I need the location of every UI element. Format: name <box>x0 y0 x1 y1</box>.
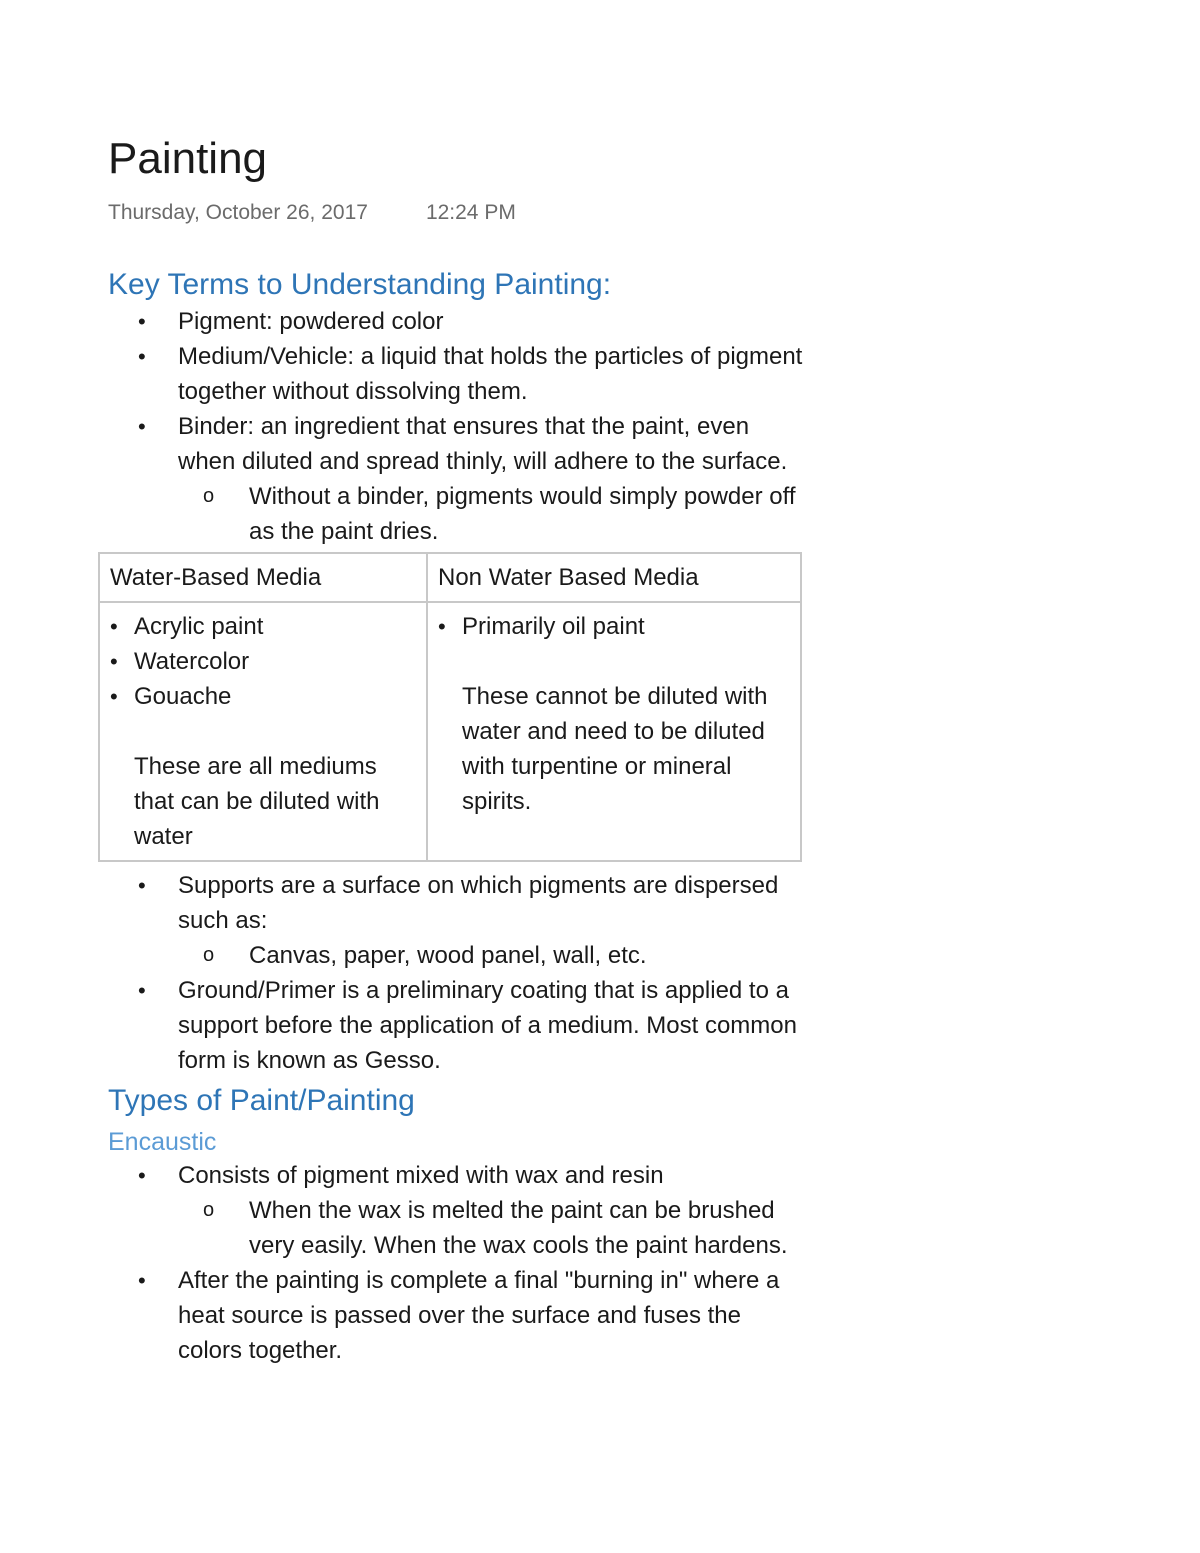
note-datetime <box>108 200 808 226</box>
supports-sublist <box>178 938 808 973</box>
table-row <box>99 553 801 602</box>
note-time: 12:24 PM <box>425 201 516 224</box>
note-content <box>108 132 808 1368</box>
list-item: • Medium/Vehicle: a liquid that holds the particles of pigment together without dissolving them. <box>108 339 808 409</box>
table-row <box>99 602 801 861</box>
key-terms-list <box>108 304 808 479</box>
list-item: • Gouache <box>110 679 416 714</box>
list-item: • Acrylic paint <box>110 609 416 644</box>
list-item: • Ground/Primer is a preliminary coating that is applied to a support before the application of a medium. Most common form is known as Gesso. <box>108 973 808 1078</box>
supports-list <box>108 868 808 938</box>
list-item: • After the painting is complete a final "burning in" where a heat source is passed over the surface and fuses the colors together. <box>108 1263 808 1368</box>
water-media-list <box>110 609 416 714</box>
table-header-non-water: Non Water Based Media <box>427 553 801 602</box>
non-water-media-cell <box>427 602 801 861</box>
list-item: • Consists of pigment mixed with wax and resin <box>108 1158 808 1193</box>
binder-sublist <box>178 479 808 549</box>
encaustic-list <box>108 1158 808 1193</box>
encaustic-list-2 <box>108 1263 808 1368</box>
water-media-cell <box>99 602 427 861</box>
water-media-note: These are all mediums that can be diluted with water <box>134 753 380 850</box>
encaustic-sublist <box>178 1193 808 1263</box>
list-item: • Pigment: powdered color <box>108 304 808 339</box>
types-heading: Types of Paint/Painting <box>108 1084 415 1117</box>
page-title: Painting <box>108 134 268 183</box>
ground-list <box>108 973 808 1078</box>
list-item: • Primarily oil paint <box>438 609 790 644</box>
encaustic-heading: Encaustic <box>108 1128 217 1156</box>
media-table <box>98 552 802 862</box>
list-item: • Watercolor <box>110 644 416 679</box>
non-water-media-note: These cannot be diluted with water and need to be diluted with turpentine or mineral spirits. <box>462 683 768 815</box>
list-item: o Without a binder, pigments would simply powder off as the paint dries. <box>178 479 808 549</box>
list-item: o When the wax is melted the paint can be brushed very easily. When the wax cools the paint hardens. <box>178 1193 808 1263</box>
table-header-water: Water-Based Media <box>99 553 427 602</box>
list-item: • Supports are a surface on which pigments are dispersed such as: <box>108 868 808 938</box>
key-terms-heading: Key Terms to Understanding Painting: <box>108 268 612 301</box>
list-item: • Binder: an ingredient that ensures that the paint, even when diluted and spread thinly, will adhere to the surface. <box>108 409 808 479</box>
note-date: Thursday, October 26, 2017 <box>108 201 368 224</box>
non-water-media-list <box>438 609 790 644</box>
list-item: o Canvas, paper, wood panel, wall, etc. <box>178 938 808 973</box>
